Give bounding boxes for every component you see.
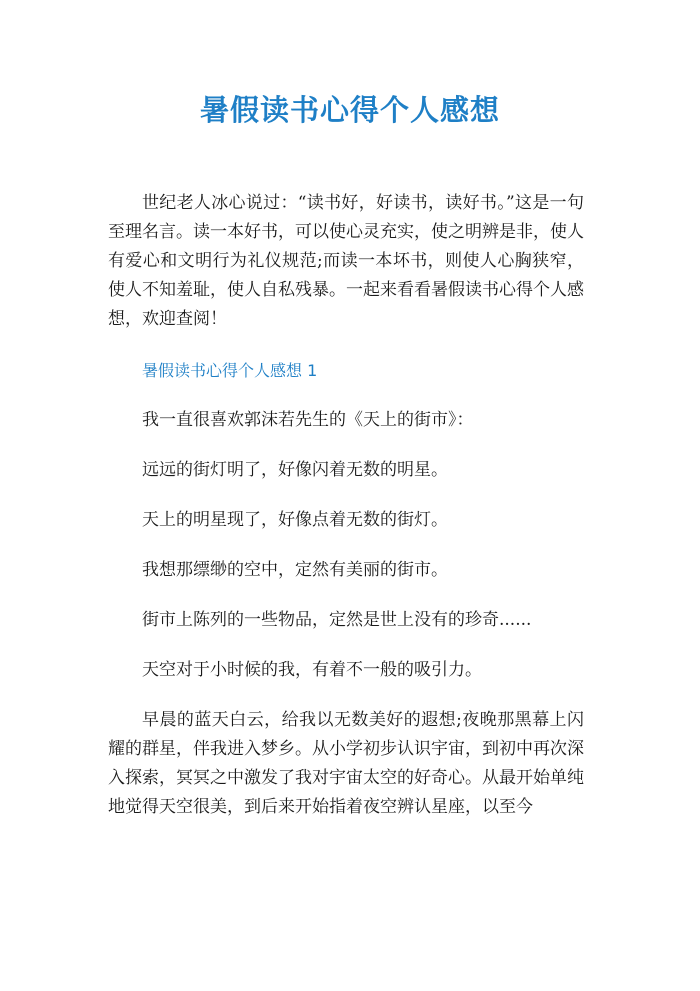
intro-paragraph: 世纪老人冰心说过：“读书好，好读书，读好书。”这是一句至理名言。读一本好书，可以使心灵充实，使之明辨是非，使人有爱心和文明行为礼仪规范;而读一本坏书，则使人心胸狭窄，使人不知羞耻，使人自私残暴。一起来看看暑假读书心得个人感想，欢迎查阅！	[108, 193, 584, 329]
body-paragraph: 我一直很喜欢郭沫若先生的《天上的街市》：	[142, 410, 474, 430]
section-heading: 暑假读书心得个人感想 1	[142, 361, 318, 380]
body-paragraph: 早晨的蓝天白云，给我以无数美好的遐想;夜晚那黑幕上闪耀的群星，伴我进入梦乡。从小学初步认识宇宙，到初中再次深入探索，冥冥之中激发了我对宇宙太空的好奇心。从最开始单纯地觉得天空很美，到后来开始指着夜空辨认星座，以至今	[108, 710, 584, 817]
body-paragraph: 远远的街灯明了，好像闪着无数的明星。	[142, 460, 448, 480]
document-title: 暑假读书心得个人感想	[199, 93, 500, 127]
body-paragraph: 天空对于小时候的我，有着不一般的吸引力。	[142, 660, 482, 680]
body-paragraph: 我想那缥缈的空中，定然有美丽的街市。	[142, 560, 448, 580]
document-body	[108, 189, 584, 841]
body-paragraph: 街市上陈列的一些物品，定然是世上没有的珍奇......	[142, 610, 532, 630]
body-paragraph: 天上的明星现了，好像点着无数的街灯。	[142, 510, 448, 530]
